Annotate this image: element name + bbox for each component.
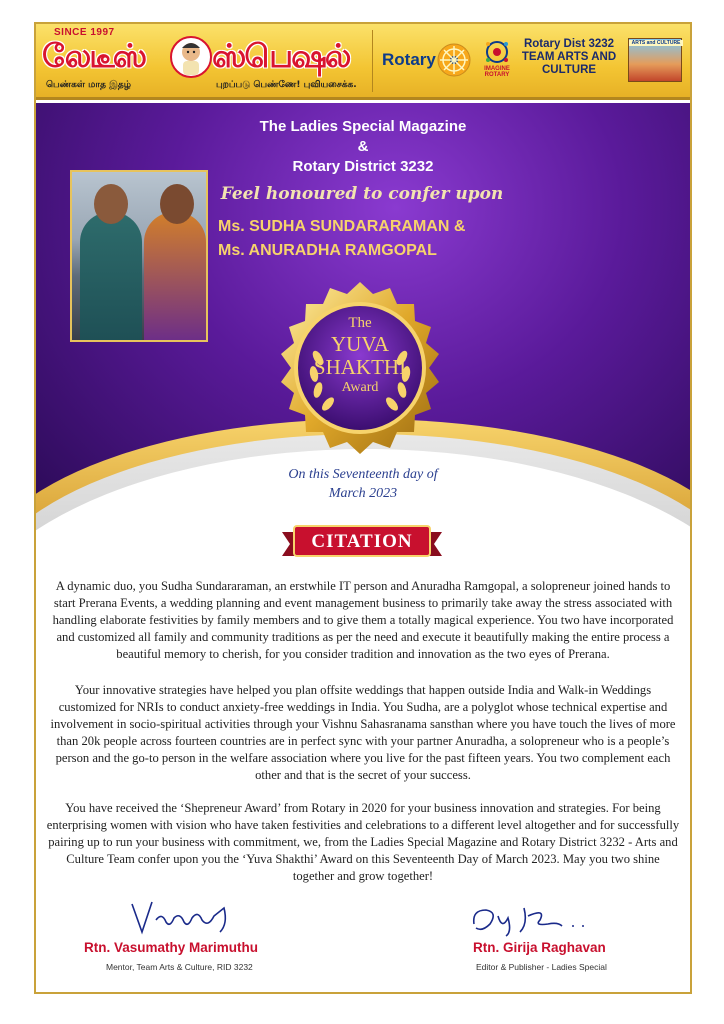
citation-paragraph-1: A dynamic duo, you Sudha Sundararaman, an erstwhile IT person and Anuradha Ramgopal, a solopreneur joined hands to start Prerana Events, a wedding planning and event management business to primarily take away the stress associated with handling elaborate festivities by family members and to give them a totally magical experience. You two have incorporated and customized all family and community traditions as per the need and execute it beautifully making the entire process a beautiful memory to cherish, for you consider tradition and innovation as the two eyes of Prerana. (52, 579, 674, 661)
magazine-logo-right: ஸ்பெஷல் (212, 37, 350, 75)
award-line-4: Award (341, 380, 379, 395)
district-line-1: Rotary Dist 3232 (523, 38, 615, 50)
arts-culture-badge (628, 38, 682, 82)
recipient-2-figure (144, 212, 206, 342)
since-label: SINCE 1997 (54, 27, 115, 38)
imagine-rotary-label: IMAGINE ROTARY (484, 66, 510, 78)
signature-1-icon (128, 898, 238, 938)
arts-culture-badge-label: ARTS and CULTURE (629, 40, 683, 46)
magazine-logo-left: லேடீஸ் (42, 37, 146, 75)
rotary-wheel-icon (436, 42, 472, 78)
heading-line-2: & (357, 138, 369, 155)
district-line-3: CULTURE (541, 64, 597, 76)
heading-line-1: The Ladies Special Magazine (259, 118, 467, 135)
award-line-2: YUVA (331, 332, 389, 356)
header-banner (36, 24, 690, 100)
citation-label: CITATION (311, 531, 413, 552)
recipient-1-figure (80, 212, 142, 342)
recipient-name-2: Ms. ANURADHA RAMGOPAL (218, 242, 437, 259)
citation-paragraph-2: Your innovative strategies have helped you plan offsite weddings that happen outside India and Walk-in Weddings customized for NRIs to conduct anxiety-free weddings in India. You Sudha, are a polyglot whose technical expertise and involvement in socio-spiritual activities through your Vishnu Sahasranama sansthan where you have touch the lives of more than 20k people across fourteen countries are in perfect sync with your partner Anuradha, a solopreneur who is a people’s person and the go-to person in the welfare association where you live for the past fifteen years. You two complement each other and that is the secret of your success. (50, 683, 676, 782)
district-title (510, 38, 628, 77)
signatory-2-name: Rtn. Girija Raghavan (473, 940, 606, 955)
recipient-2-face (160, 184, 194, 224)
signature-2-icon (468, 902, 618, 938)
award-line-1: The (348, 315, 372, 331)
heading-line-3: Rotary District 3232 (292, 158, 434, 175)
citation-paragraph-3: You have received the ‘Shepreneur Award’ from Rotary in 2020 for your business innovation and strategies. For being enterprising women with vision who have taken festivities and celebrations to a different level altogether and for successfully pairing up to run your business with commitment, we, from the Ladies Special Magazine and Rotary District 3232 - Arts and Culture Team confer upon you the ‘Yuva Shakthi’ Award on this Seventeenth Day of March 2023. May you two shine together and grow together! (46, 801, 680, 883)
rotary-wordmark: Rotary (382, 50, 436, 69)
header-divider (372, 30, 373, 92)
signatory-1-role: Mentor, Team Arts & Culture, RID 3232 (106, 962, 253, 972)
date-line-2: March 2023 (328, 486, 398, 501)
signatory-1-name: Rtn. Vasumathy Marimuthu (84, 940, 259, 955)
honoured-line: Feel honoured to confer upon (220, 184, 504, 204)
district-line-2: TEAM ARTS AND (521, 51, 617, 63)
mascot-logo-icon (170, 34, 212, 80)
recipients-photo (70, 170, 208, 342)
signatory-2-role: Editor & Publisher - Ladies Special (476, 962, 607, 972)
certificate-frame (34, 22, 692, 994)
date-line-1: On this Seventeenth day of (288, 467, 438, 482)
award-line-3: SHAKTHI (313, 355, 407, 379)
recipient-name-1: Ms. SUDHA SUNDARARAMAN & (218, 218, 466, 235)
recipient-1-face (94, 184, 128, 224)
tagline-right: புறப்படு பெண்ணே! புவியசைக்க. (216, 80, 357, 90)
tagline-left: பெண்கள் மாத இதழ் (46, 80, 131, 90)
